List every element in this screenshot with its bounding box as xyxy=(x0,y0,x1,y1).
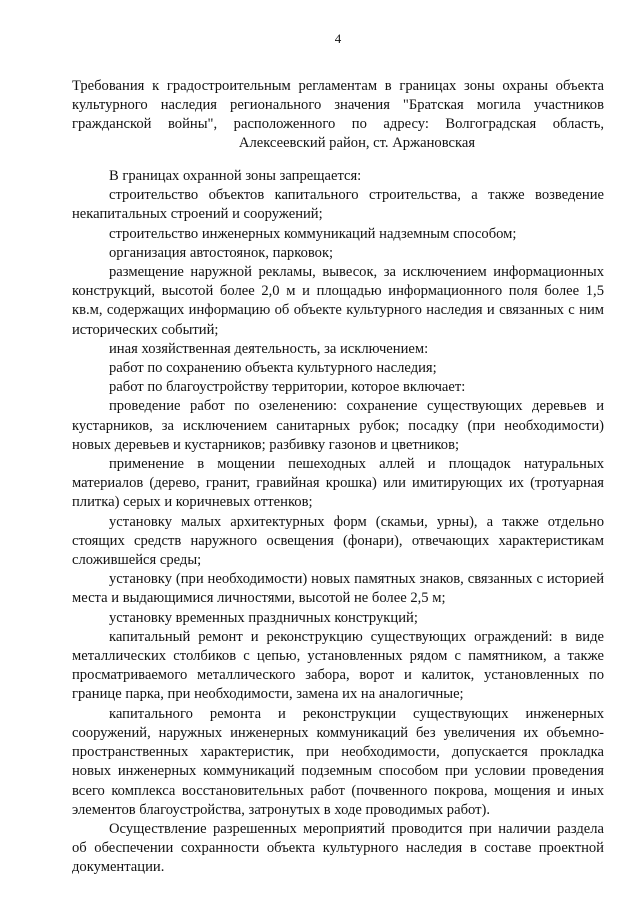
paragraph: В границах охранной зоны запрещается: xyxy=(109,168,362,184)
page-number: 4 xyxy=(334,31,342,46)
paragraph: работ по благоустройству территории, которое включает: xyxy=(109,379,466,396)
document-title xyxy=(72,77,604,153)
title-line: культурного наследия регионального значения "Братская могила участников xyxy=(72,97,604,113)
paragraph: организация автостоянок, парковок; xyxy=(109,244,334,261)
paragraph: работ по сохранению объекта культурного наследия; xyxy=(109,360,437,377)
title-line: Требования к градостроительным регламентам в границах зоны охраны объекта xyxy=(72,78,604,94)
title-line: гражданской войны", расположенного по адресу: Волгоградская область, xyxy=(72,116,604,132)
paragraph: проведение работ по озеленению: сохранение существующих деревьев и кустарников, за исключением санитарных рубок; посадку (при необходимости) новых деревьев и кустарников; разбивку газонов и цветников; xyxy=(72,398,604,453)
paragraph: строительство объектов капитального строительства, а также возведение некапитальных строений и сооружений; xyxy=(72,187,604,223)
paragraph: установку (при необходимости) новых памятных знаков, связанных с историей места и выдающимися личностями, высотой не более 2,5 м; xyxy=(72,571,604,607)
paragraph: установку временных праздничных конструкций; xyxy=(109,609,418,626)
title-line: Алексеевский район, ст. Аржановская xyxy=(238,135,476,151)
paragraph: установку малых архитектурных форм (скамьи, урны), а также отдельно стоящих средств наружного освещения (фонари), отвечающих характеристикам сложившейся среды; xyxy=(72,513,604,569)
paragraph: иная хозяйственная деятельность, за исключением: xyxy=(109,340,429,357)
paragraph: строительство инженерных коммуникаций надземным способом; xyxy=(109,225,517,242)
paragraph: Осуществление разрешенных мероприятий проводится при наличии раздела об обеспечении сохранности объекта культурного наследия в составе проектной документации. xyxy=(72,820,604,876)
paragraph: капитальный ремонт и реконструкцию существующих ограждений: в виде металлических столбиков с цепью, установленных рядом с памятником, а также просматриваемого металлического забора, ворот и калиток, установленных по границе парка, при необходимости, замена их на аналогичные; xyxy=(72,628,604,703)
paragraph: размещение наружной рекламы, вывесок, за исключением информационных конструкций, высотой более 2,0 м и площадью информационного поля более 1,5 кв.м, содержащих информацию об объекте культурного наследия и связанных с ним исторических событий; xyxy=(72,264,604,338)
document-body xyxy=(72,167,604,878)
paragraph: применение в мощении пешеходных аллей и площадок натуральных материалов (дерево, гранит, гравийная крошка) или имитирующих их (тротуарная плитка) серых и коричневых оттенков; xyxy=(72,456,604,511)
paragraph: капитального ремонта и реконструкции существующих инженерных сооружений, наружных инженерных коммуникаций без увеличения их объемно-пространственных характеристик, при необходимости, допускается прокладка новых инженерных коммуникаций подземным способом при условии проведения всего комплекса восстановительных работ (почвенного покрова, мощения и иных элементов благоустройства, затронутых в ходе проводимых работ). xyxy=(72,705,604,818)
